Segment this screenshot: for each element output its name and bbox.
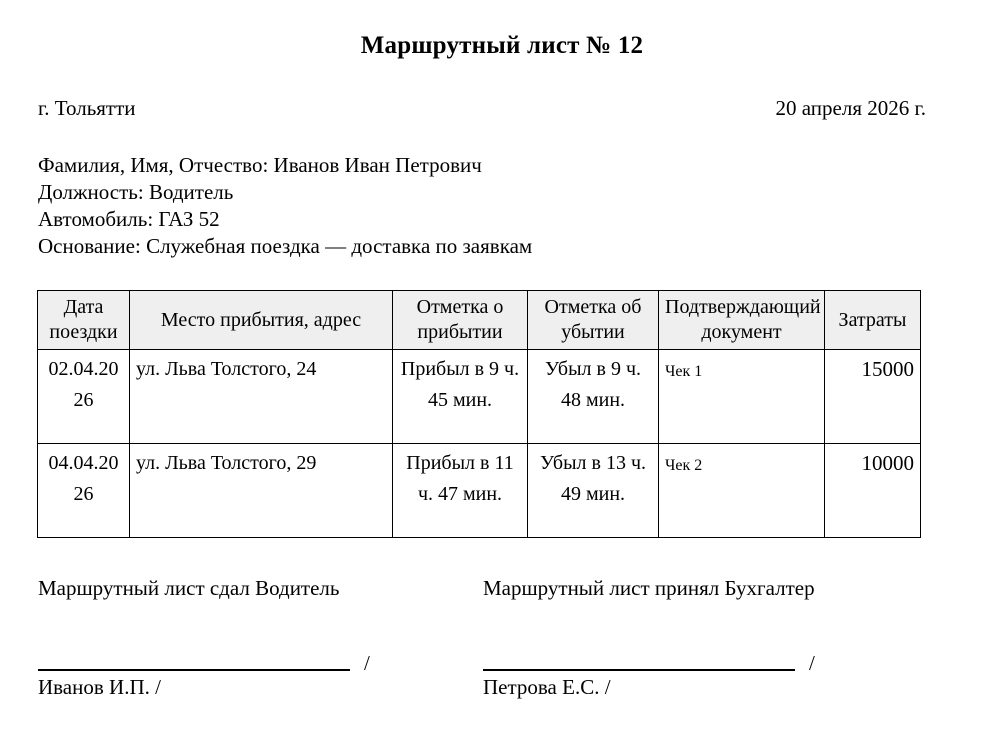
cell-cost: 10000 [825,444,921,538]
signature-rule [483,653,795,671]
column-header-cost: Затраты [825,291,921,350]
column-header-date: Дата поездки [38,291,130,350]
signature-caption-accepted: Маршрутный лист принял Бухгалтер [483,576,815,600]
signature-caption-handed-over: Маршрутный лист сдал Водитель [38,576,340,600]
signature-block-accepted [483,576,923,700]
column-header-departure: Отметка об убытии [528,291,659,350]
trips-table [37,290,921,538]
signature-name-accepted: Петрова Е.С. / [483,675,611,699]
cell-place: ул. Льва Толстого, 24 [130,350,393,444]
cell-arrival: Прибыл в 11 ч. 47 мин. [393,444,528,538]
signature-block-handed-over [38,576,468,700]
cell-arrival: Прибыл в 9 ч. 45 мин. [393,350,528,444]
column-header-place: Место прибытия, адрес [130,291,393,350]
signature-slash: / [809,651,815,675]
cell-departure: Убыл в 9 ч. 48 мин. [528,350,659,444]
detail-vehicle: Автомобиль: ГАЗ 52 [38,207,220,231]
column-header-arrival: Отметка о прибытии [393,291,528,350]
signature-line-handed-over [38,651,468,675]
document-meta-row [38,96,926,121]
cell-place: ул. Льва Толстого, 29 [130,444,393,538]
detail-full-name: Фамилия, Имя, Отчество: Иванов Иван Петрович [38,153,482,177]
column-header-document: Подтверждающий документ [659,291,825,350]
details-block [38,152,938,260]
table-header [38,291,921,350]
cell-document: Чек 2 [659,444,825,538]
table-body [38,350,921,538]
cell-cost: 15000 [825,350,921,444]
date-label: 20 апреля 2026 г. [775,96,926,120]
signature-slash: / [364,651,370,675]
table-row [38,350,921,444]
detail-basis: Основание: Служебная поездка — доставка по заявкам [38,234,533,258]
page-title: Маршрутный лист № 12 [360,32,644,59]
signature-name-handed-over: Иванов И.П. / [38,675,161,699]
city-label: г. Тольятти [38,96,136,120]
signature-line-accepted [483,651,923,675]
table-header-row [38,291,921,350]
table-row [38,444,921,538]
cell-date: 04.04.2026 [38,444,130,538]
signature-rule [38,653,350,671]
cell-departure: Убыл в 13 ч. 49 мин. [528,444,659,538]
detail-position: Должность: Водитель [38,180,234,204]
cell-document: Чек 1 [659,350,825,444]
cell-date: 02.04.2026 [38,350,130,444]
